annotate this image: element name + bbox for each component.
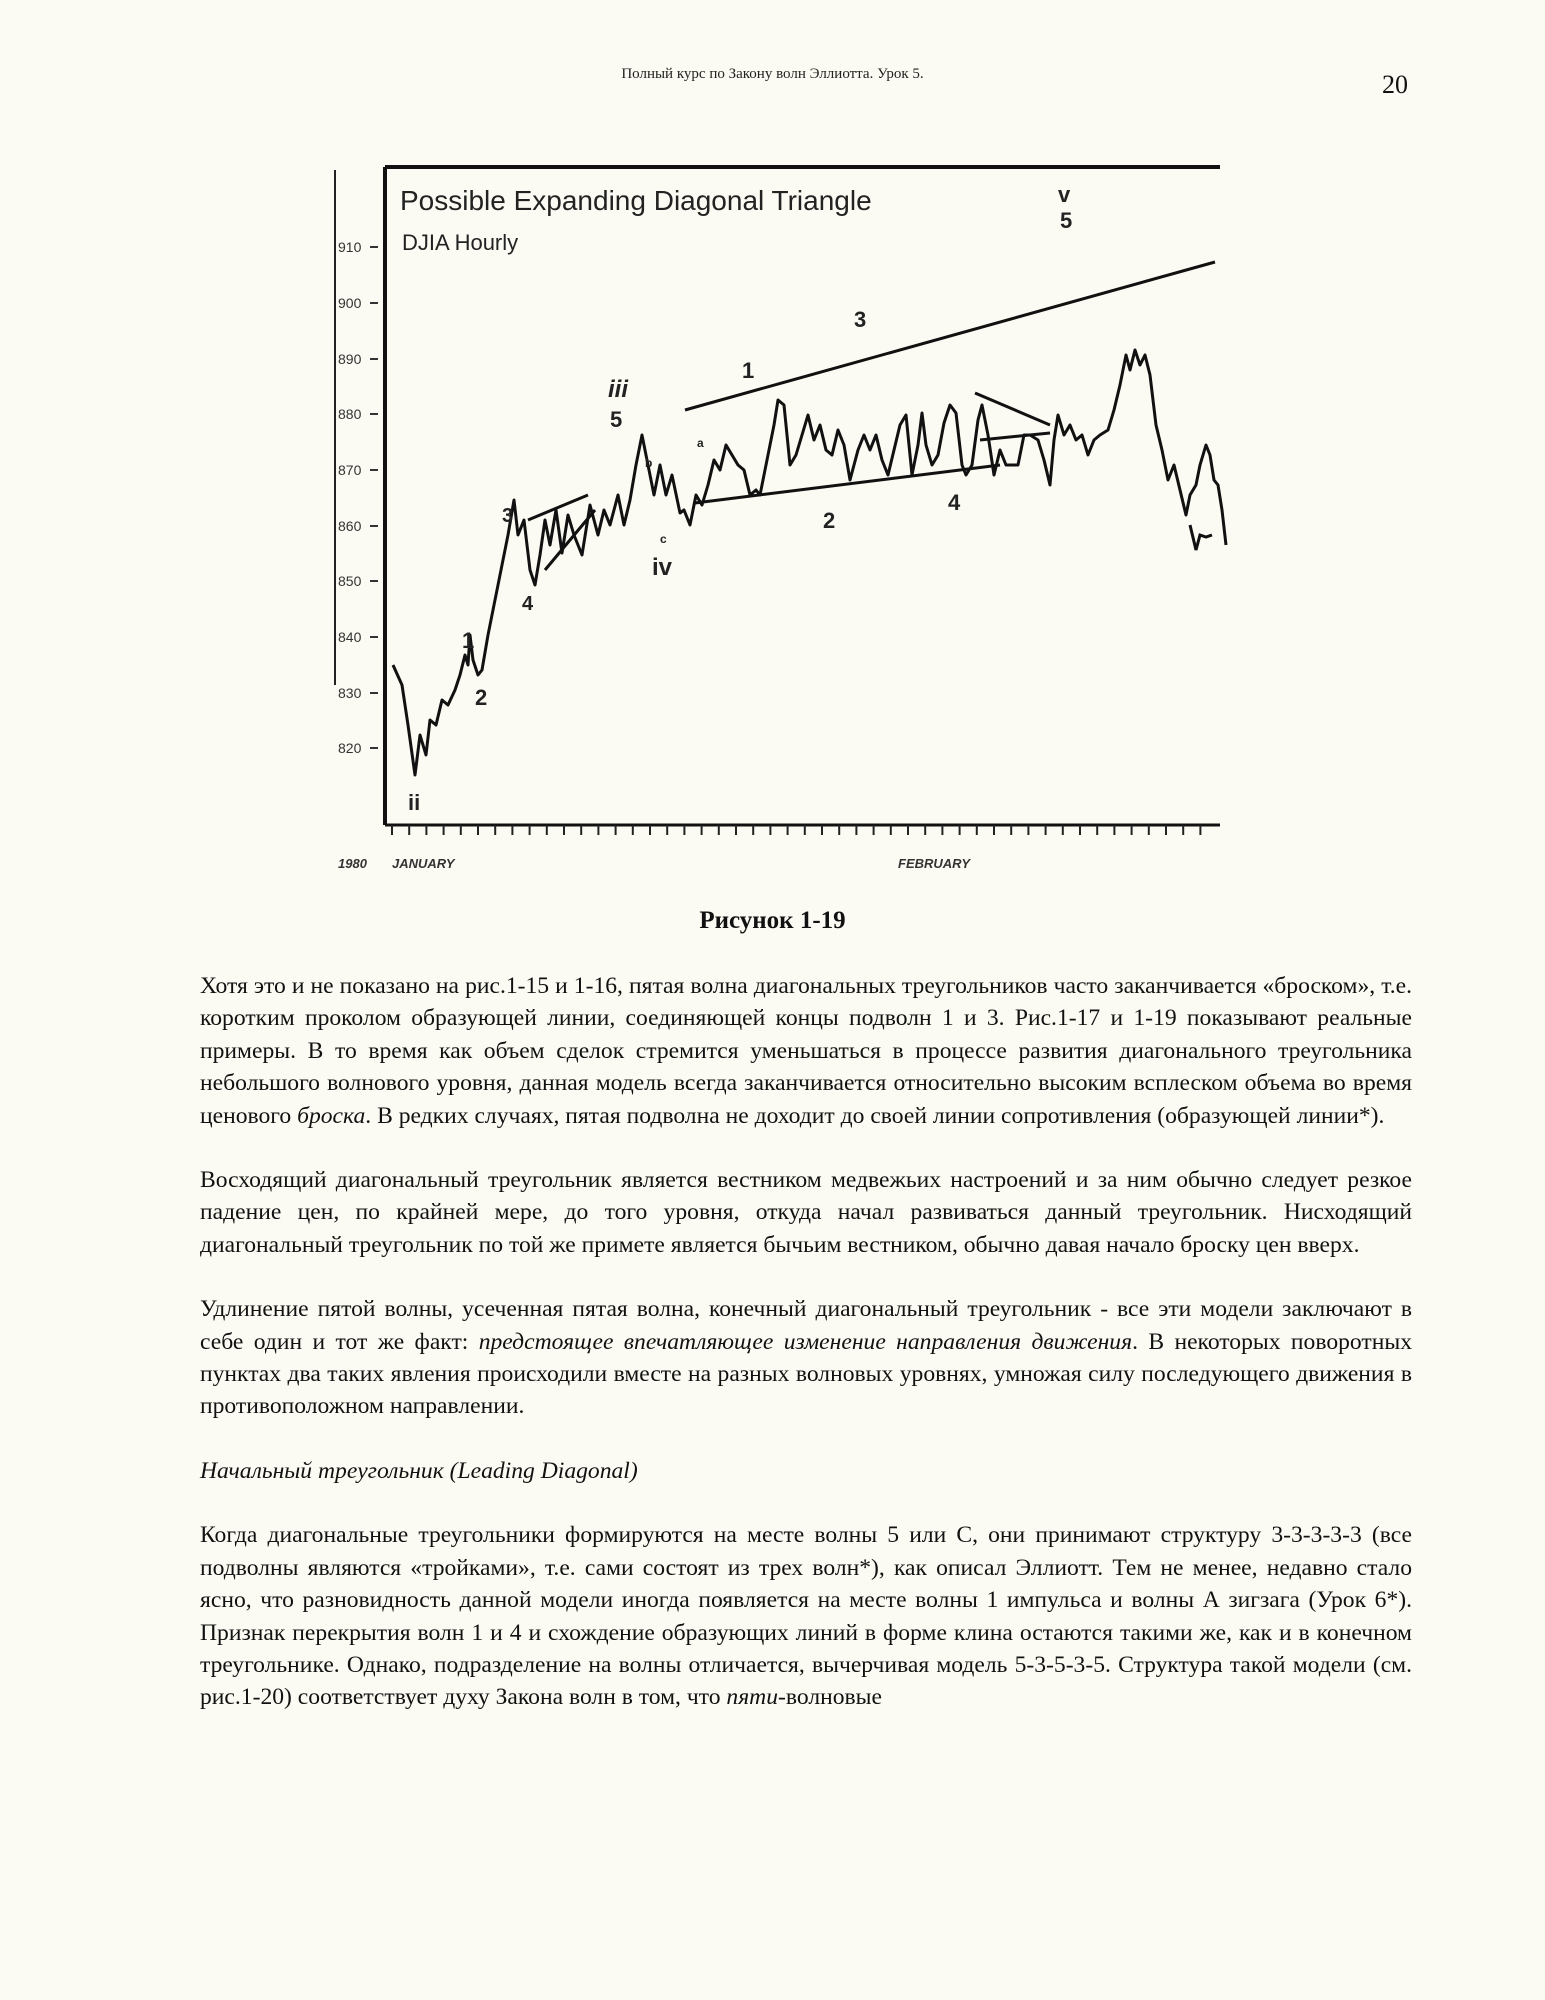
y-tick-label: 860 bbox=[338, 518, 362, 534]
y-tick-label: 870 bbox=[338, 462, 362, 478]
figure-1-19 bbox=[330, 165, 1230, 880]
wave-label-3: 3 bbox=[854, 307, 867, 332]
figure-title: Possible Expanding Diagonal Triangle bbox=[400, 185, 872, 216]
wave-label-4: 4 bbox=[948, 490, 961, 515]
paragraph-4: Когда диагональные треугольники формируются на месте волны 5 или С, они принимают структуру 3-3-3-3-3 (все подволны являются «тройками», т.е. сами состоят из трех волн*), как описал Эллиотт. Тем не менее, недавно стало ясно, что разновидность данной модели иногда появляется на месте волны 1 импульса и волны А зигзага (Урок 6*). Признак перекрытия волн 1 и 4 и схождение образующих линий в форме клина остаются такими же, как и в конечном треугольнике. Однако, подразделение на волны отличается, вычерчивая модель 5-3-5-3-5. Структура такой модели (см. рис.1-20) соответствует духу Закона волн в том, что пяти-волновые bbox=[200, 1522, 1412, 1711]
wave-label-2: 2 bbox=[823, 508, 836, 533]
figure-caption: Рисунок 1-19 bbox=[699, 907, 846, 934]
y-tick-label: 880 bbox=[338, 406, 362, 422]
paragraph-1: Хотя это и не показано на рис.1-15 и 1-16, пятая волна диагональных треугольников часто заканчивается «броском», т.е. коротким проколом образующей линии, соединяющей концы подволн 1 и 3. Рис.1-17 и 1-19 показывают реальные примеры. В то время как объем сделок стремится уменьшаться в процессе развития диагонального треугольника небольшого волнового уровня, данная модель всегда заканчивается относительно высоким всплеском объема во время ценового броска. В редких случаях, пятая подволна не доходит до своей линии сопротивления (образующей линии*). bbox=[200, 973, 1412, 1129]
wave-label-1: 1 bbox=[742, 358, 755, 383]
wave-label-5: 5 bbox=[610, 407, 623, 432]
paragraph-2: Восходящий диагональный треугольник является вестником медвежьих настроений и за ним обычно следует резкое падение цен, по крайней мере, до того уровня, откуда начал развиваться данный треугольник. Нисходящий диагональный треугольник по той же примете является бычьим вестником, обычно давая начало броску цен вверх. bbox=[200, 1167, 1412, 1258]
x-label-january: JANUARY bbox=[392, 856, 455, 871]
y-tick-label: 900 bbox=[338, 295, 362, 311]
y-tick-label: 820 bbox=[338, 740, 362, 756]
y-tick-label: 910 bbox=[338, 239, 362, 255]
section-heading: Начальный треугольник (Leading Diagonal) bbox=[200, 1457, 638, 1484]
paragraph-3: Удлинение пятой волны, усеченная пятая волна, конечный диагональный треугольник - все эти модели заключают в себе один и тот же факт: предстоящее впечатляющее изменение направления движения. В некоторых поворотных пунктах два таких явления происходили вместе на разных волновых уровнях, умножая силу последующего движения в противоположном направлении. bbox=[200, 1296, 1412, 1420]
y-tick-label: 850 bbox=[338, 573, 362, 589]
wave-label-3: 3 bbox=[502, 505, 514, 527]
wave-label-iii: iii bbox=[608, 376, 629, 403]
y-tick-label: 830 bbox=[338, 685, 362, 701]
wave-label-2: 2 bbox=[475, 685, 488, 710]
y-tick-label: 840 bbox=[338, 629, 362, 645]
wave-label-4: 4 bbox=[522, 593, 534, 615]
body-text bbox=[200, 970, 1412, 1746]
price-line bbox=[393, 350, 1226, 775]
subwave-label-a: a bbox=[697, 436, 704, 450]
x-label-year: 1980 bbox=[338, 856, 367, 871]
subwave-label-c: c bbox=[660, 532, 667, 546]
figure-subtitle: DJIA Hourly bbox=[402, 230, 519, 255]
y-tick-label: 890 bbox=[338, 351, 362, 367]
page-number: 20 bbox=[1382, 70, 1408, 99]
wave-label-1: 1 bbox=[462, 628, 475, 653]
wave-label-v: v bbox=[1058, 182, 1071, 207]
price-line-tail bbox=[1190, 525, 1212, 550]
subwave-label-b: b bbox=[645, 456, 653, 470]
wave-label-iv: iv bbox=[652, 554, 673, 581]
wave-label-5: 5 bbox=[1060, 208, 1073, 233]
minor-triangle-bottom bbox=[980, 433, 1050, 440]
chart-image bbox=[330, 165, 1230, 880]
x-label-february: FEBRUARY bbox=[898, 856, 970, 871]
upper-trendline bbox=[685, 262, 1215, 410]
running-header: Полный курс по Закону волн Эллиотта. Урок 5. bbox=[621, 66, 924, 82]
wave-label-ii: ii bbox=[408, 790, 421, 815]
